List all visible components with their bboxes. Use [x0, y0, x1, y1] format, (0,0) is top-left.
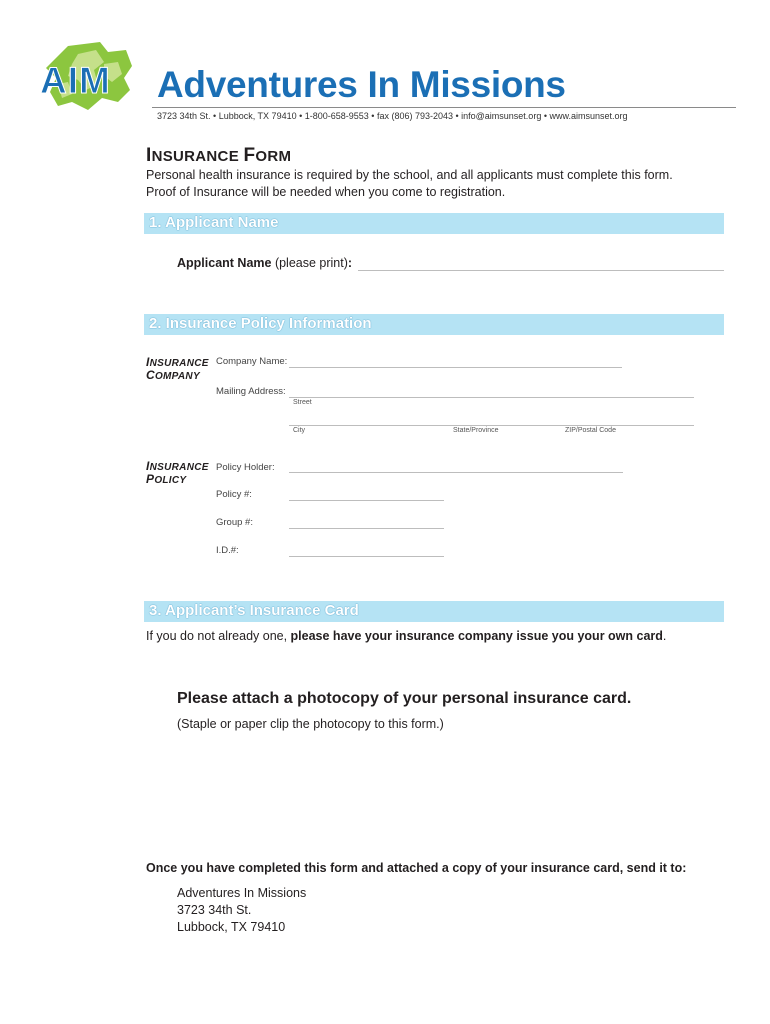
- mailing-address-line-3: Lubbock, TX 79410: [177, 920, 286, 934]
- title-rest-1: NSURANCE: [151, 148, 244, 165]
- company-group-rest-1: NSURANCE: [149, 358, 209, 369]
- contact-line: 3723 34th St. • Lubbock, TX 79410 • 1-800-658-9553 • fax (806) 793-2043 • info@aimsunset.org • www.aimsunset.org: [157, 111, 628, 121]
- street-sublabel: Street: [293, 399, 312, 406]
- policy-number-label: Policy #:: [216, 489, 252, 500]
- section-2-header: [144, 314, 724, 335]
- applicant-name-label: [177, 256, 352, 270]
- insurance-policy-group-label: [146, 460, 209, 486]
- section-2-title: 2. Insurance Policy Information: [149, 315, 372, 332]
- intro-line-1: Personal health insurance is required by the school, and all applicants must complete this form.: [146, 168, 673, 182]
- company-group-cap-2: C: [146, 368, 155, 383]
- mailing-address-label: Mailing Address:: [216, 386, 286, 397]
- section-1-title: 1. Applicant Name: [149, 214, 279, 231]
- mailing-address-line-2: 3723 34th St.: [177, 903, 252, 917]
- section-3-title: 3. Applicant’s Insurance Card: [149, 602, 359, 619]
- applicant-name-field[interactable]: [358, 270, 724, 271]
- policy-number-field[interactable]: [289, 500, 444, 501]
- title-cap-2: F: [243, 145, 256, 166]
- city-sublabel: City: [293, 427, 306, 434]
- section-3-header: [144, 601, 724, 622]
- policy-group-cap-2: P: [146, 472, 155, 487]
- id-number-label: I.D.#:: [216, 545, 239, 556]
- policy-group-cap-1: I: [146, 459, 150, 473]
- insurance-card-note: [146, 629, 666, 643]
- form-title: [146, 145, 291, 167]
- attach-note: (Staple or paper clip the photocopy to this form.): [177, 717, 444, 731]
- company-group-rest-2: OMPANY: [154, 371, 200, 383]
- street-field[interactable]: [289, 397, 694, 398]
- applicant-name-label-text: Applicant Name: [177, 256, 272, 270]
- group-number-field[interactable]: [289, 528, 444, 529]
- state-sublabel: State/Province: [453, 427, 499, 434]
- header-divider: [152, 107, 736, 108]
- applicant-name-hint: (please print): [271, 256, 348, 270]
- mailing-address-line-1: Adventures In Missions: [177, 886, 307, 900]
- section-1-header: [144, 213, 724, 234]
- org-name: Adventures In Missions: [157, 64, 566, 105]
- attach-heading: Please attach a photocopy of your personal insurance card.: [177, 690, 632, 707]
- policy-group-rest-2: OLICY: [154, 475, 187, 487]
- policy-group-rest-1: NSURANCE: [149, 462, 209, 473]
- card-note-bold: please have your insurance company issue you your own card: [290, 629, 663, 643]
- send-instruction: Once you have completed this form and attached a copy of your insurance card, send it to:: [146, 861, 687, 875]
- aim-logo: [38, 40, 138, 112]
- title-rest-2: ORM: [255, 148, 292, 165]
- card-note-end: .: [662, 629, 667, 643]
- zip-sublabel: ZIP/Postal Code: [565, 427, 616, 434]
- policy-holder-label: Policy Holder:: [216, 462, 275, 473]
- logo-text: AIM: [40, 60, 111, 101]
- id-number-field[interactable]: [289, 556, 444, 557]
- company-name-field[interactable]: [289, 367, 622, 368]
- city-state-zip-field[interactable]: [289, 425, 694, 426]
- group-number-label: Group #:: [216, 517, 253, 528]
- title-cap-1: I: [146, 145, 152, 166]
- policy-holder-field[interactable]: [289, 472, 623, 473]
- card-note-plain: If you do not already one,: [146, 629, 291, 643]
- intro-line-2: Proof of Insurance will be needed when you come to registration.: [146, 185, 506, 199]
- insurance-company-group-label: [146, 356, 209, 382]
- company-name-label: Company Name:: [216, 356, 288, 367]
- applicant-name-colon: :: [347, 256, 353, 270]
- company-group-cap-1: I: [146, 355, 150, 369]
